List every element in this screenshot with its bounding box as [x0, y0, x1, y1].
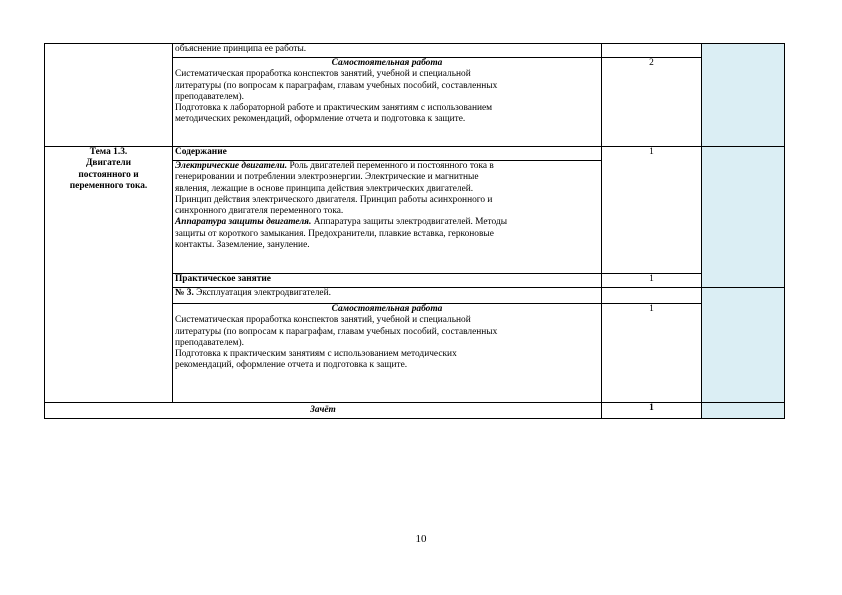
text-line: явления, лежащие в основе принципа действия электрических двигателей.: [175, 183, 474, 194]
text-line: синхронного двигателя переменного тока.: [175, 206, 344, 217]
text-line: Систематическая проработка конспектов занятий, учебной и специальной: [175, 69, 471, 80]
section-heading: Самостоятельная работа: [331, 58, 443, 68]
table-row: [45, 147, 785, 161]
credit-label: Зачёт: [310, 404, 336, 415]
text-line: [175, 217, 599, 228]
text-line: литературы (по вопросам к параграфам, главам учебных пособий, составленных: [175, 326, 498, 337]
topic-cell-previous: [45, 44, 173, 147]
term-text: Аппаратура защиты электродвигателей. Методы: [311, 217, 508, 228]
lesson-text: Эксплуатация электродвигателей.: [193, 288, 331, 298]
text-line: Принцип действия электрического двигателя. Принцип работы асинхронного и: [175, 194, 493, 205]
content-cell: [173, 274, 602, 288]
text-line: [175, 161, 599, 172]
section-heading: Практическое занятие: [175, 274, 271, 284]
table-row: [45, 403, 785, 419]
text-line: Подготовка к практическим занятиям с использованием методических: [175, 349, 457, 360]
text-line: преподавателем).: [175, 91, 244, 102]
hours-cell: 1: [602, 274, 702, 288]
total-label-cell: [45, 403, 602, 419]
content-cell: [173, 147, 602, 161]
topic-line: постоянного и: [78, 169, 139, 180]
term-label: Аппаратура защиты двигателя.: [175, 217, 312, 228]
level-cell: [702, 288, 785, 403]
hours-cell: 1: [602, 147, 702, 274]
curriculum-table: [44, 43, 785, 419]
content-cell: [173, 288, 602, 304]
hours-cell: [602, 288, 702, 304]
hours-cell: 1: [602, 403, 702, 419]
section-heading: Самостоятельная работа: [331, 304, 443, 314]
hours-cell: [602, 44, 702, 58]
content-cell: [173, 58, 602, 147]
content-cell: [173, 161, 602, 274]
text-line: контакты. Заземление, зануление.: [175, 240, 310, 251]
level-cell: [702, 403, 785, 419]
content-cell: объяснение принципа ее работы.: [173, 44, 602, 58]
page-number: 10: [415, 533, 427, 545]
topic-title-cell: [45, 147, 173, 403]
hours-cell: 2: [602, 58, 702, 147]
topic-line: Двигатели: [85, 158, 132, 169]
level-cell: [702, 147, 785, 288]
text-line: рекомендаций, оформление отчета и подготовка к защите.: [175, 360, 408, 371]
text-line: Подготовка к лабораторной работе и практическим занятиям с использованием: [175, 103, 493, 114]
level-cell: [702, 44, 785, 147]
table-row: [45, 44, 785, 58]
term-label: Электрические двигатели.: [175, 161, 288, 171]
section-heading: Содержание: [175, 147, 227, 157]
lesson-number: № 3.: [175, 288, 194, 298]
text-line: методических рекомендаций, оформление отчета и подготовка к защите.: [175, 114, 466, 125]
text-line: Систематическая проработка конспектов занятий, учебной и специальной: [175, 315, 471, 326]
term-text: Роль двигателей переменного и постоянного тока в: [287, 161, 494, 171]
hours-cell: 1: [602, 304, 702, 403]
text-line: литературы (по вопросам к параграфам, главам учебных пособий, составленных: [175, 80, 498, 91]
text-line: преподавателем).: [175, 337, 244, 348]
topic-line: переменного тока.: [69, 180, 148, 191]
text-line: генерировании и потреблении электроэнергии. Электрические и магнитные: [175, 172, 479, 183]
content-cell: [173, 304, 602, 403]
topic-line: Тема 1.3.: [89, 147, 128, 157]
text-line: защиты от короткого замыкания. Предохранители, плавкие вставка, герконовые: [175, 228, 494, 239]
